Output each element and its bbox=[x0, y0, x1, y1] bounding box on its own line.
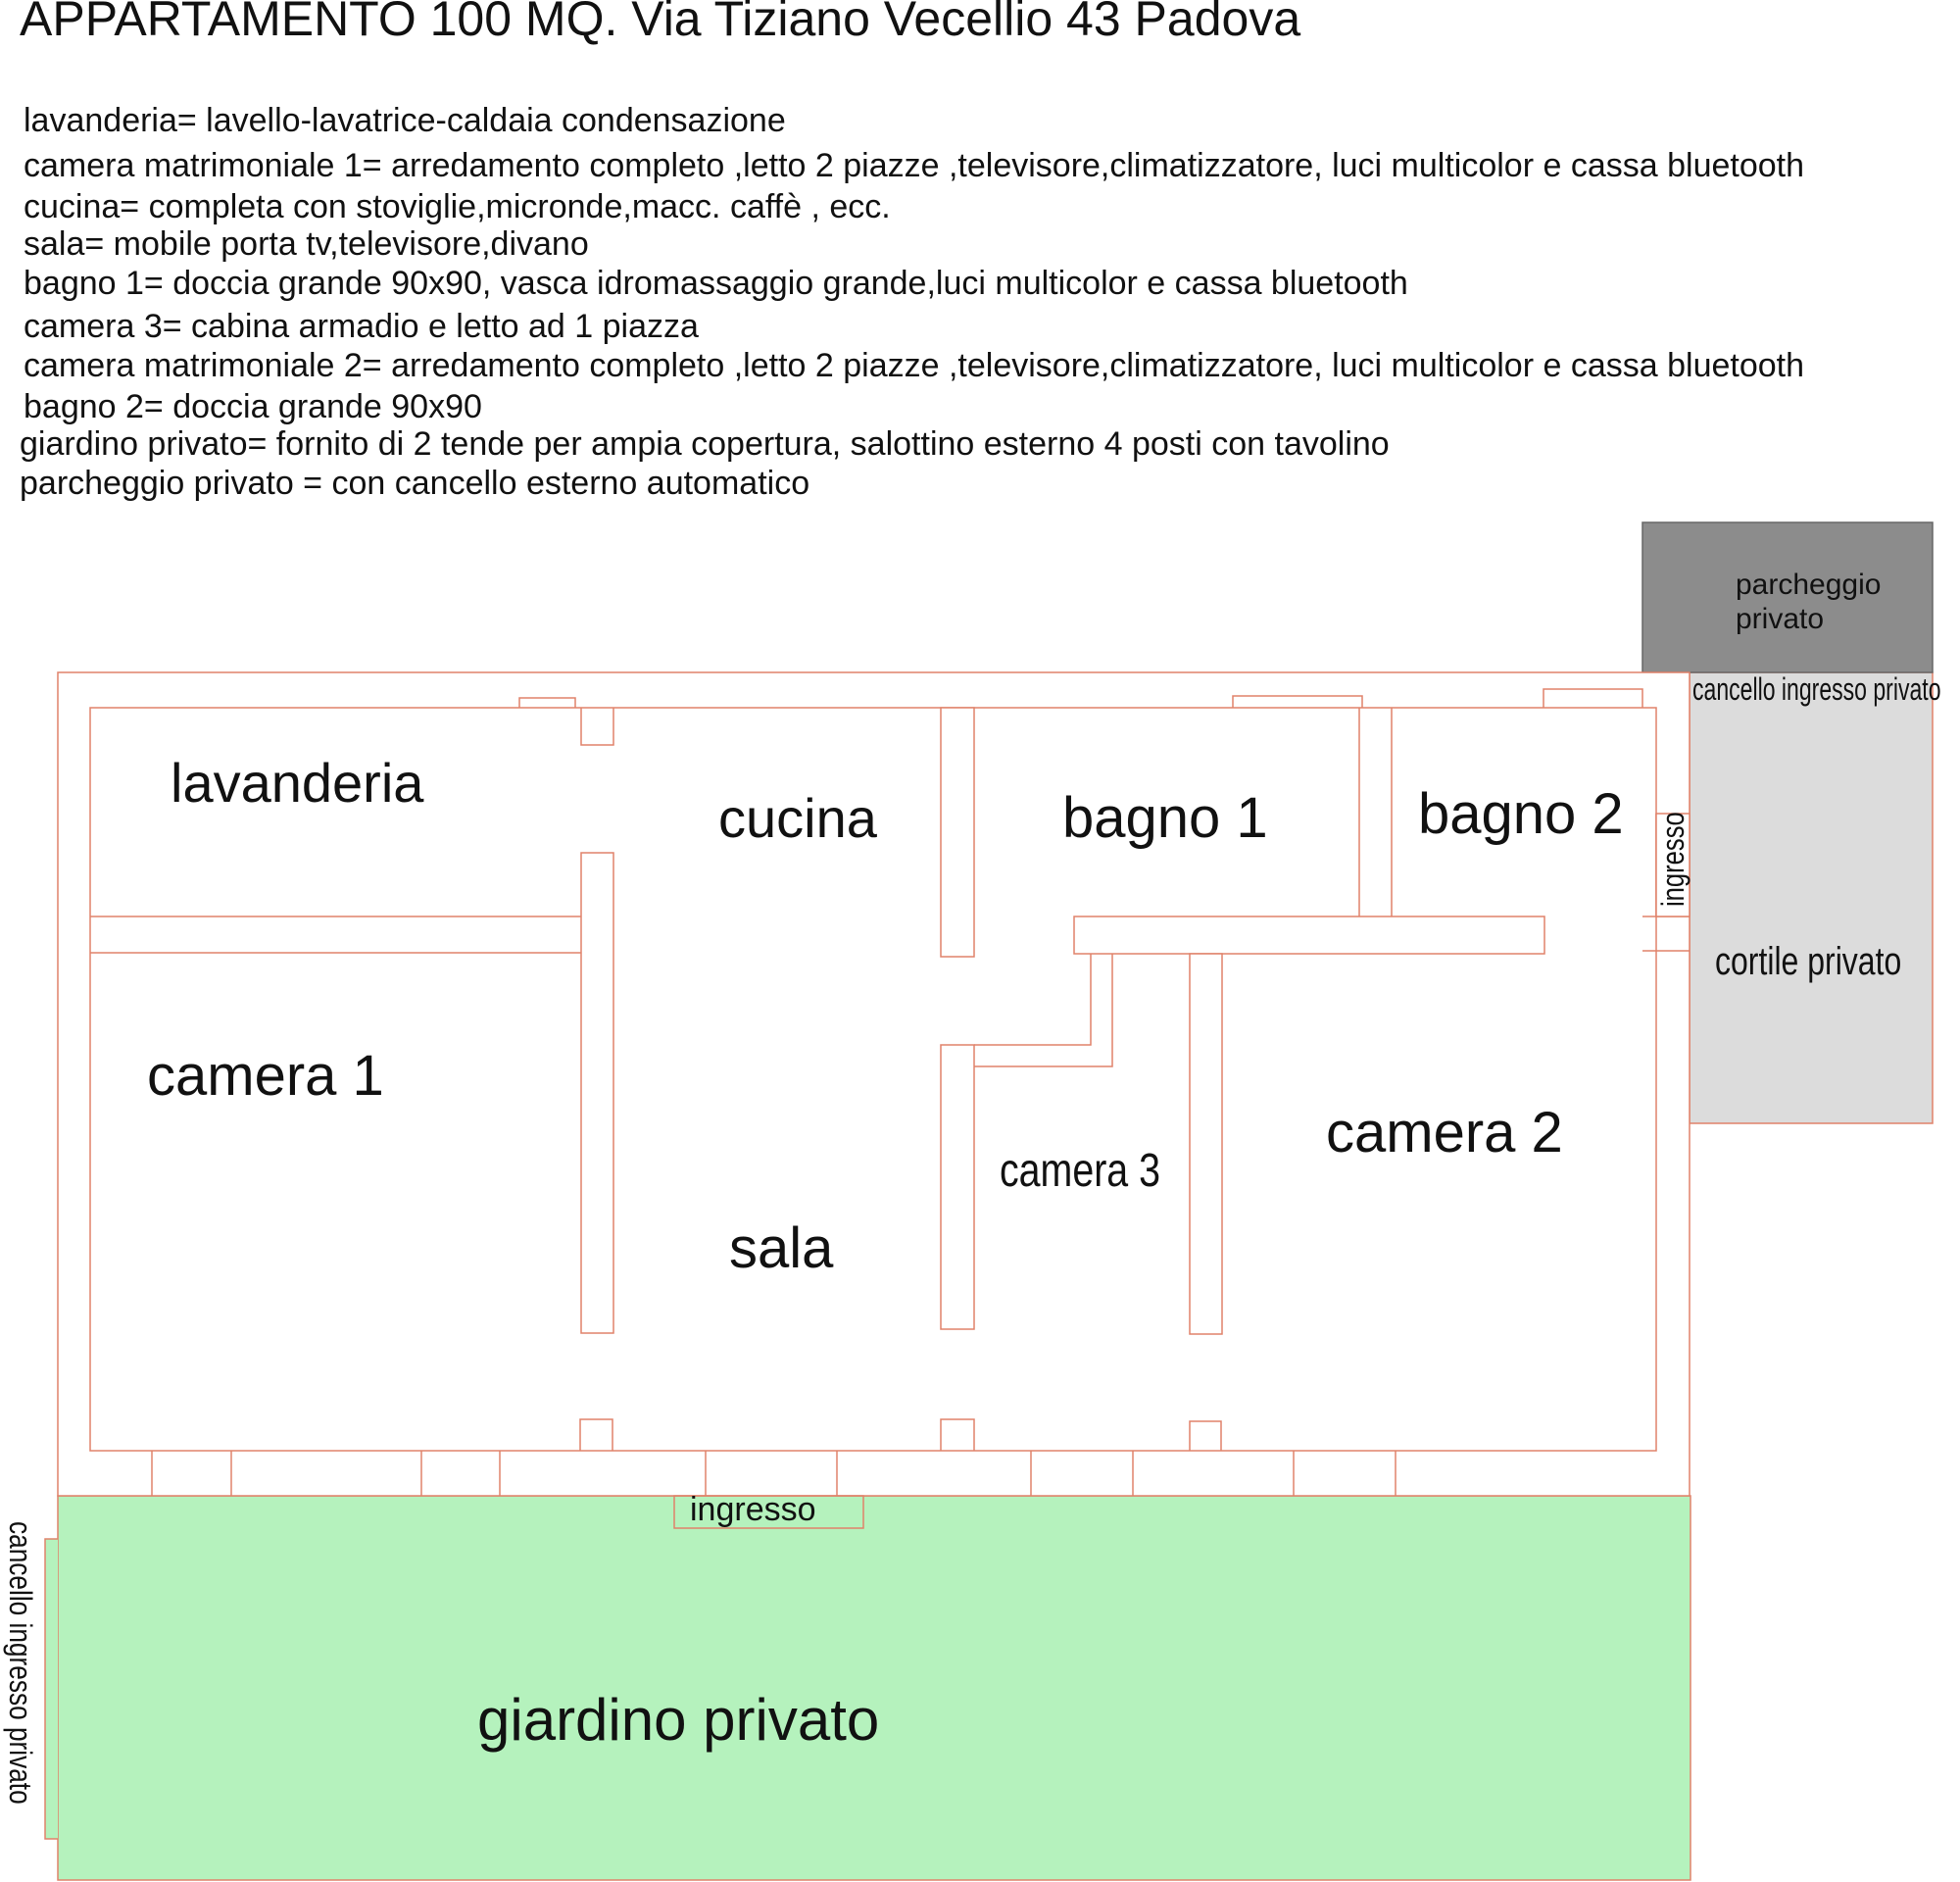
room-bagno-1: bagno 1 bbox=[1062, 786, 1268, 850]
desc-line-camera-3: camera 3= cabina armadio e letto ad 1 piazza bbox=[24, 308, 699, 345]
page-title: APPARTAMENTO 100 MQ. Via Tiziano Vecellio 43 Padova bbox=[20, 0, 1301, 46]
room-cucina: cucina bbox=[718, 787, 877, 849]
room-camera-1: camera 1 bbox=[147, 1044, 384, 1108]
room-camera-3: camera 3 bbox=[1000, 1144, 1161, 1197]
room-lavanderia: lavanderia bbox=[171, 752, 424, 814]
room-camera-2: camera 2 bbox=[1326, 1101, 1563, 1164]
parking-label-line2: privato bbox=[1736, 603, 1825, 635]
desc-line-camera-1: camera matrimoniale 1= arredamento completo ,letto 2 piazze ,televisore,climatizzatore, luci multicolor e cassa bluetooth bbox=[24, 147, 1805, 184]
garden-gate-notch bbox=[45, 1539, 58, 1839]
gate-label-top: cancello ingresso privato bbox=[1692, 671, 1941, 707]
gate-label-left: cancello ingresso privato bbox=[2, 1521, 37, 1805]
courtyard-area bbox=[1690, 672, 1933, 1123]
desc-line-lavanderia: lavanderia= lavello-lavatrice-caldaia condensazione bbox=[24, 102, 786, 139]
desc-line-giardino: giardino privato= fornito di 2 tende per ampia copertura, salottino esterno 4 posti con tavolino bbox=[20, 425, 1390, 463]
desc-line-bagno-1: bagno 1= doccia grande 90x90, vasca idromassaggio grande,luci multicolor e cassa bluetooth bbox=[24, 265, 1408, 302]
room-bagno-2: bagno 2 bbox=[1418, 782, 1624, 846]
courtyard-label: cortile privato bbox=[1715, 938, 1902, 983]
garden-label: giardino privato bbox=[477, 1687, 880, 1753]
entrance-label: ingresso bbox=[690, 1491, 816, 1528]
desc-line-parcheggio: parcheggio privato = con cancello esterno automatico bbox=[20, 465, 810, 502]
parking-label-line1: parcheggio bbox=[1736, 569, 1882, 601]
desc-line-camera-2: camera matrimoniale 2= arredamento completo ,letto 2 piazze ,televisore,climatizzatore, luci multicolor e cassa bluetooth bbox=[24, 347, 1805, 384]
desc-line-cucina: cucina= completa con stoviglie,micronde,macc. caffè , ecc. bbox=[24, 188, 891, 225]
desc-line-sala: sala= mobile porta tv,televisore,divano bbox=[24, 225, 589, 263]
side-entrance-label: ingresso bbox=[1656, 812, 1691, 907]
desc-line-bagno-2: bagno 2= doccia grande 90x90 bbox=[24, 388, 482, 425]
room-sala: sala bbox=[729, 1216, 834, 1280]
